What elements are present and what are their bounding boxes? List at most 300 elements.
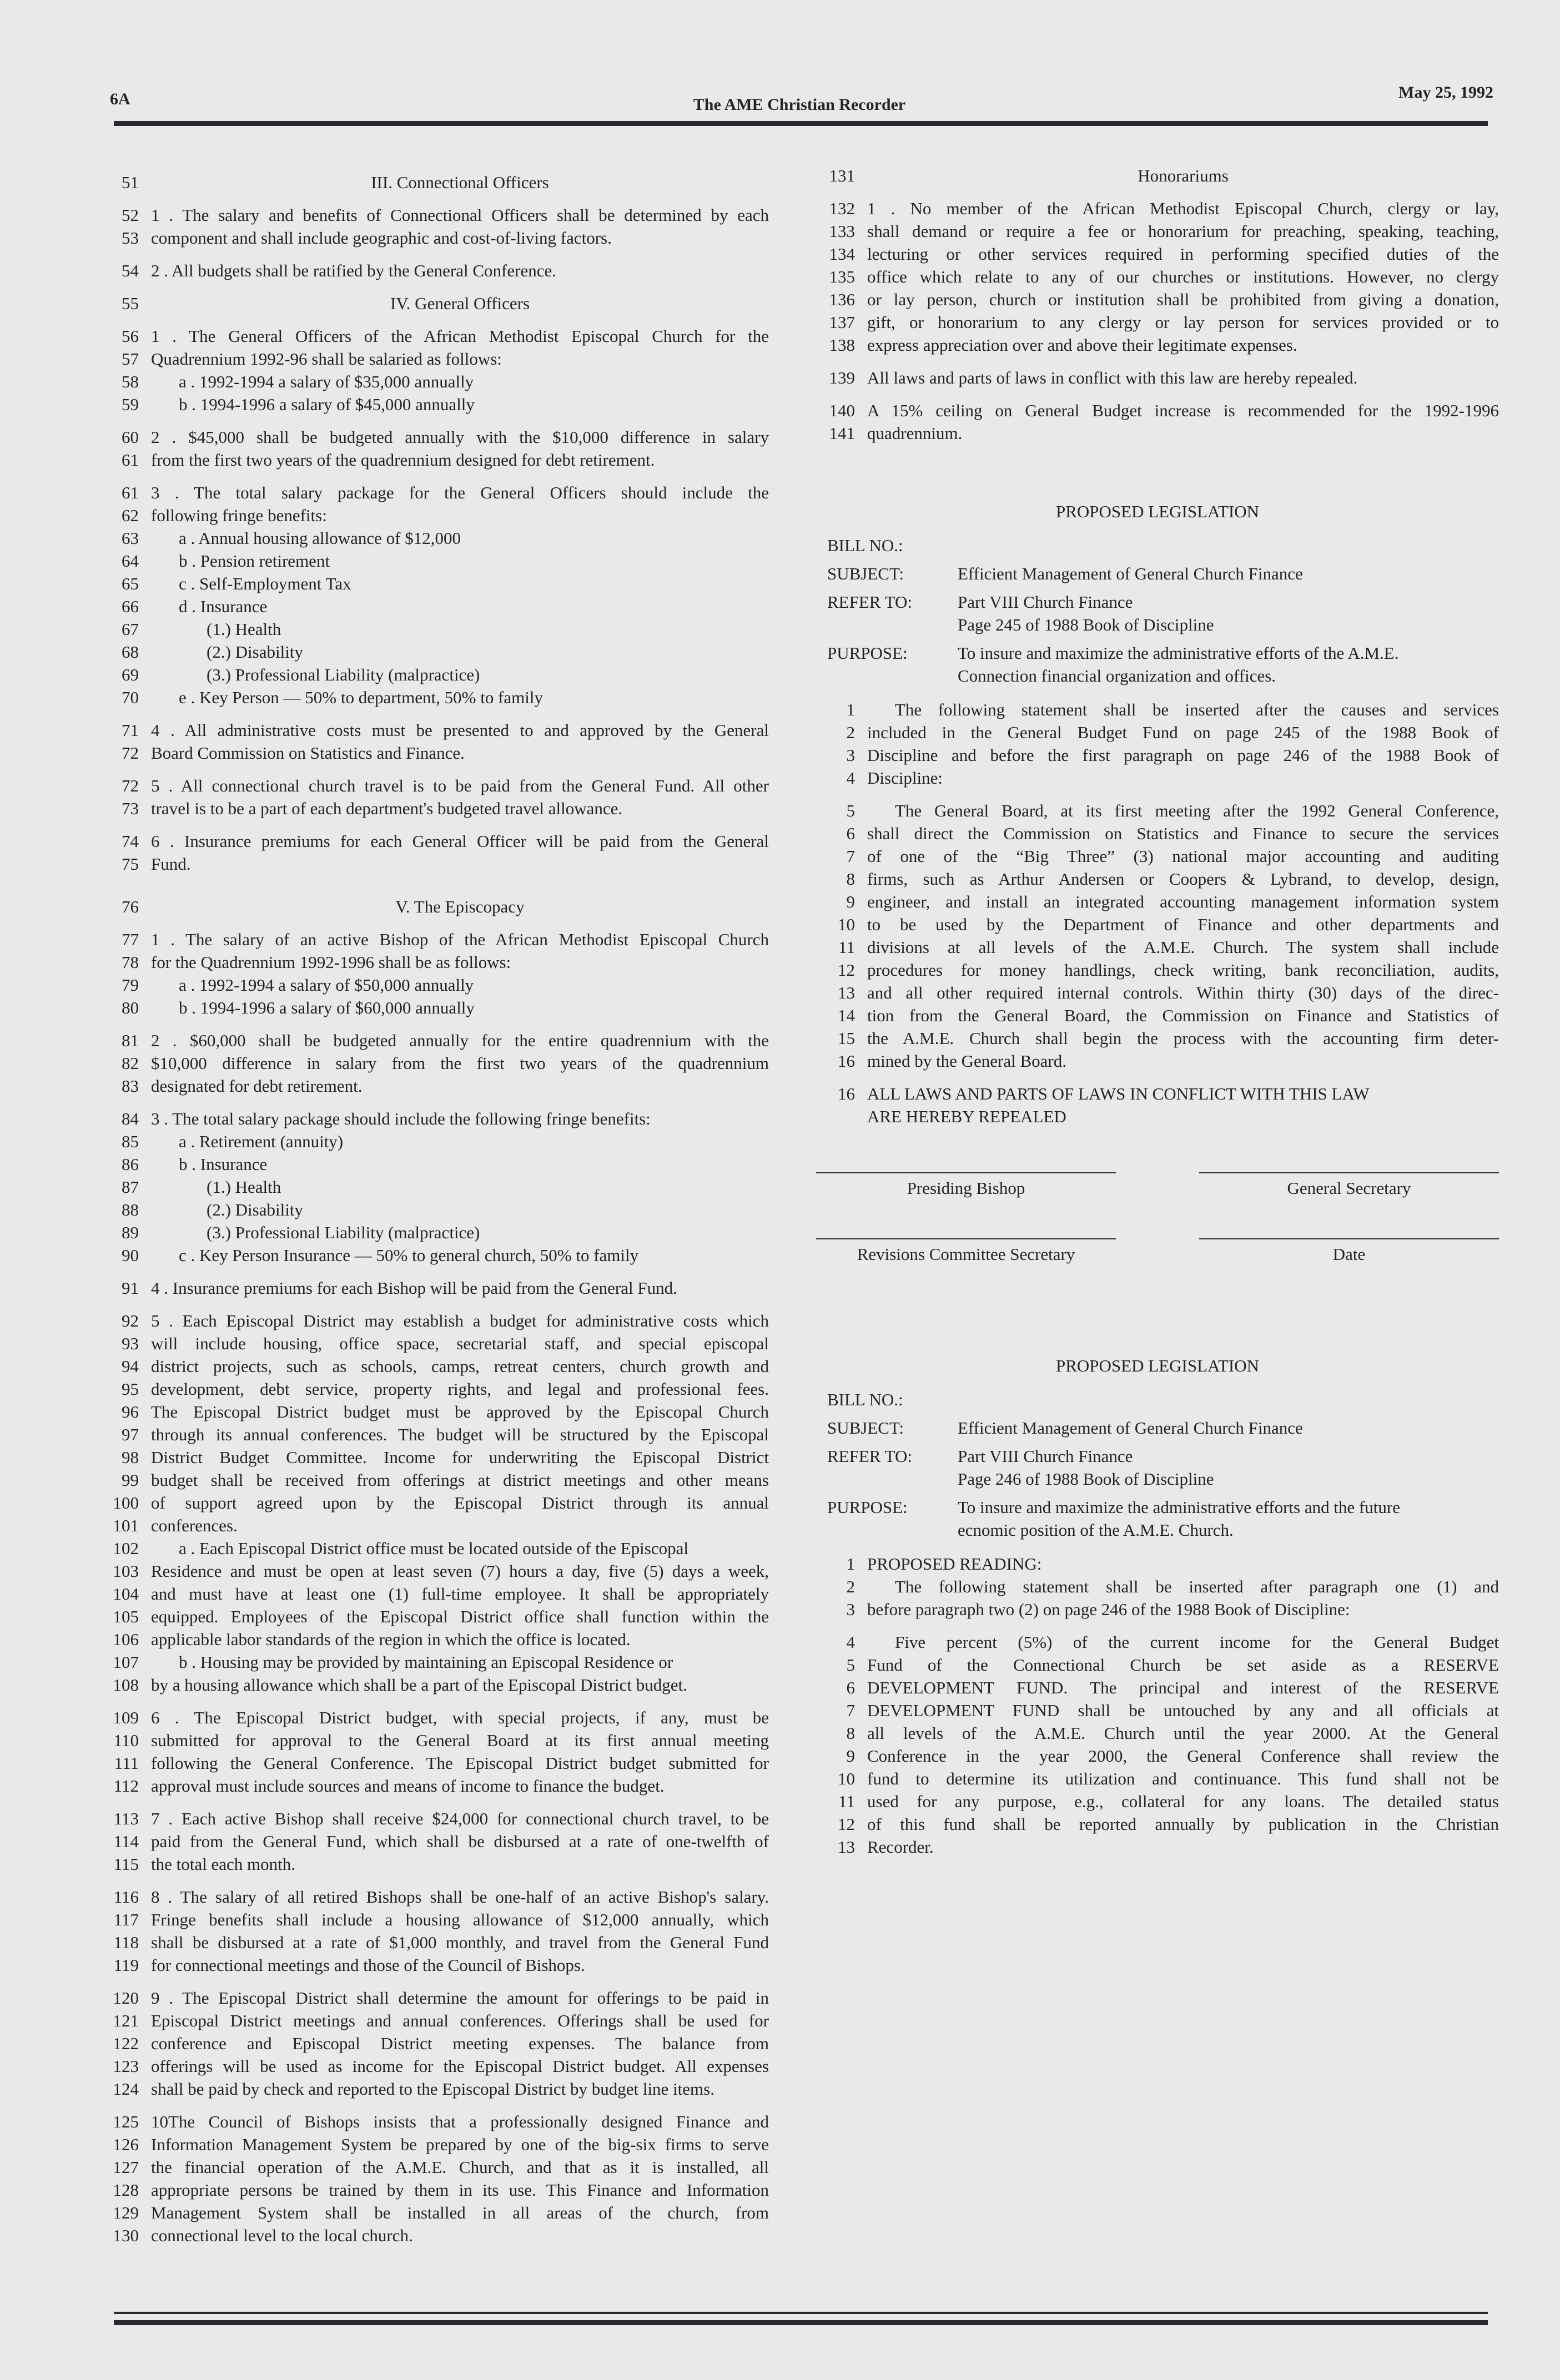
line-number: 129 (113, 2203, 139, 2222)
text-line (816, 422, 1499, 445)
line-number: 137 (829, 312, 855, 332)
line-text: 7 . Each active Bishop shall receive $24,000 for connectional church travel, to be (151, 1809, 769, 1828)
spacer (100, 1019, 769, 1029)
spacer (100, 820, 769, 830)
text-line (100, 1176, 769, 1198)
line-number: 14 (838, 1006, 855, 1025)
signature-row (816, 1238, 1499, 1265)
text-line (100, 774, 769, 797)
line-number: 101 (113, 1516, 139, 1535)
line-number: 136 (829, 290, 855, 309)
line-number: 10 (838, 1769, 855, 1788)
line-text: Board Commission on Statistics and Finance. (151, 743, 465, 763)
text-line (100, 1198, 769, 1221)
text-line (100, 1400, 769, 1423)
text-line (100, 1729, 769, 1752)
spacer (100, 315, 769, 325)
line-text: from the first two years of the quadrennium designed for debt retirement. (151, 450, 655, 470)
line-number: 80 (122, 998, 139, 1017)
line-text: 10The Council of Bishops insists that a professionally designed Finance and (151, 2112, 769, 2131)
line-number: 16 (838, 1084, 855, 1103)
line-number: 127 (113, 2157, 139, 2177)
text-line (816, 890, 1499, 913)
line-number: 13 (838, 983, 855, 1002)
text-line (816, 197, 1499, 220)
spacer (816, 356, 1499, 366)
line-text: equipped. Employees of the Episcopal District office shall function within the (151, 1607, 769, 1626)
meta-value (958, 591, 1499, 636)
text-line (816, 164, 1499, 187)
line-number: 94 (122, 1357, 139, 1376)
meta-row (827, 591, 1499, 636)
text-line (816, 744, 1499, 767)
text-line (816, 1699, 1499, 1722)
line-number: 96 (122, 1402, 139, 1421)
text-line (816, 265, 1499, 288)
line-text: connectional level to the local church. (151, 2226, 413, 2245)
line-text: a . Retirement (annuity) (179, 1132, 344, 1151)
text-line (816, 1767, 1499, 1790)
line-number: 67 (122, 619, 139, 639)
signature-row (816, 1172, 1499, 1199)
line-number: 73 (122, 799, 139, 818)
text-line (816, 1027, 1499, 1050)
spacer (816, 1621, 1499, 1631)
line-number: 3 (846, 1600, 855, 1619)
line-text: b . 1994-1996 a salary of $45,000 annually (179, 395, 475, 414)
line-text: ARE HEREBY REPEALED (867, 1107, 1066, 1126)
footer-rule-top (114, 2312, 1488, 2314)
line-text: and must have at least one (1) full-time employee. It shall be appropriately (151, 1584, 769, 1604)
line-text: 3 . The total salary package should include the following fringe benefits: (151, 1109, 651, 1128)
line-number: 79 (122, 975, 139, 995)
line-text: (2.) Disability (207, 642, 303, 662)
meta-key: SUBJECT: (827, 564, 904, 583)
line-number: 16 (838, 1051, 855, 1071)
spacer (100, 764, 769, 774)
meta-value (958, 642, 1499, 687)
line-number: 139 (829, 368, 855, 387)
text-line (816, 721, 1499, 744)
meta-value-line: Part VIII Church Finance (958, 592, 1133, 612)
line-number: 8 (846, 1723, 855, 1743)
line-text: a . Annual housing allowance of $12,000 (179, 528, 461, 548)
line-text: conference and Episcopal District meeting expenses. The balance from (151, 2034, 769, 2053)
right-column (816, 164, 1499, 1858)
line-text: included in the General Budget Fund on page 245 of the 1988 Book of (867, 723, 1499, 742)
line-text: (2.) Disability (207, 1200, 303, 1219)
line-number: 87 (122, 1177, 139, 1197)
text-line (100, 1774, 769, 1797)
line-text: (3.) Professional Liability (malpractice) (207, 1223, 480, 1242)
line-number: 9 (846, 1746, 855, 1766)
line-number: 9 (846, 892, 855, 911)
line-number: 8 (846, 869, 855, 889)
line-text: 2 . All budgets shall be ratified by the General Conference. (151, 261, 556, 280)
line-text: tion from the General Board, the Commission on Finance and Statistics of (867, 1006, 1499, 1025)
text-line (100, 448, 769, 471)
line-number: 108 (113, 1675, 139, 1695)
line-text: shall be disbursed at a rate of $1,000 monthly, and travel from the General Fund (151, 1933, 769, 1952)
meta-value-line: Part VIII Church Finance (958, 1446, 1133, 1466)
text-line (100, 1052, 769, 1075)
line-text: PROPOSED READING: (867, 1554, 1042, 1574)
meta-value-line: Connection financial organization and offices. (958, 666, 1276, 685)
line-text: The following statement shall be inserted after paragraph one (1) and (895, 1577, 1499, 1596)
line-number: 113 (113, 1809, 139, 1828)
line-text: 6 . Insurance premiums for each General Officer will be paid from the General (151, 831, 769, 851)
spacer (100, 194, 769, 204)
line-text: ALL LAWS AND PARTS OF LAWS IN CONFLICT WITH THIS LAW (867, 1084, 1370, 1103)
text-line (100, 1954, 769, 1976)
meta-value (958, 562, 1499, 585)
line-number: 105 (113, 1607, 139, 1626)
line-text: b . 1994-1996 a salary of $60,000 annually (179, 998, 475, 1017)
line-number: 95 (122, 1379, 139, 1399)
line-text: a . 1992-1994 a salary of $35,000 annually (179, 372, 474, 391)
line-text: 5 . All connectional church travel is to be paid from the General Fund. All other (151, 776, 769, 795)
line-number: 130 (113, 2226, 139, 2245)
spacer (100, 416, 769, 426)
spacer (100, 2100, 769, 2110)
line-number: 106 (113, 1630, 139, 1649)
line-number: 61 (122, 483, 139, 502)
text-line (100, 481, 769, 504)
line-text: for the Quadrennium 1992-1996 shall be as follows: (151, 952, 511, 972)
text-line (816, 220, 1499, 243)
line-number: 107 (113, 1652, 139, 1672)
text-line (100, 347, 769, 370)
text-line (100, 1628, 769, 1651)
text-line (100, 1560, 769, 1582)
text-line (816, 311, 1499, 334)
text-line (100, 1885, 769, 1908)
line-text: shall direct the Commission on Statistics and Finance to secure the services (867, 824, 1499, 843)
line-text: engineer, and install an integrated accounting management information system (867, 892, 1499, 911)
line-text: Discipline: (867, 768, 943, 788)
line-number (816, 1105, 855, 1128)
text-line (816, 1575, 1499, 1598)
line-number: 135 (829, 267, 855, 286)
line-number: 66 (122, 597, 139, 616)
text-line (816, 981, 1499, 1004)
meta-value-line: To insure and maximize the administrative efforts of the A.M.E. (958, 643, 1399, 663)
text-line (100, 641, 769, 663)
line-number: 88 (122, 1200, 139, 1219)
line-number: 89 (122, 1223, 139, 1242)
legislation-meta (827, 534, 1499, 687)
line-text: a . Each Episcopal District office must be located outside of the Episcopal (179, 1539, 688, 1558)
meta-row (827, 642, 1499, 687)
line-number: 84 (122, 1109, 139, 1128)
text-line (100, 2110, 769, 2133)
legislation-text (816, 1552, 1499, 1858)
line-number: 78 (122, 952, 139, 972)
line-number: 7 (846, 846, 855, 866)
line-number: 123 (113, 2056, 139, 2076)
text-line (100, 719, 769, 742)
text-line (816, 1004, 1499, 1027)
line-text: Residence and must be open at least seven (7) hours a day, five (5) days a week, (151, 1561, 769, 1581)
text-line (100, 325, 769, 347)
publication-title: The AME Christian Recorder (693, 95, 906, 114)
spacer (100, 918, 769, 928)
line-number: 71 (122, 720, 139, 740)
line-text: 2 . $60,000 shall be budgeted annually for the entire quadrennium with the (151, 1031, 769, 1050)
line-text: applicable labor standards of the region in which the office is located. (151, 1630, 631, 1649)
text-line (100, 2179, 769, 2201)
line-text: e . Key Person — 50% to department, 50% to family (179, 688, 544, 707)
text-line (100, 1605, 769, 1628)
text-line (100, 1908, 769, 1931)
line-text: gift, or honorarium to any clergy or lay person for services provided or to (867, 312, 1499, 332)
line-number: 11 (838, 937, 855, 957)
meta-value-line: Efficient Management of General Church Finance (958, 1418, 1303, 1438)
text-line (100, 1986, 769, 2009)
line-text: (3.) Professional Liability (malpractice) (207, 665, 480, 684)
line-number: 1 (846, 700, 855, 719)
meta-key: SUBJECT: (827, 1418, 904, 1438)
line-text: 8 . The salary of all retired Bishops shall be one-half of an active Bishop's salary. (151, 1887, 769, 1907)
line-text: Discipline and before the first paragraph on page 246 of the 1988 Book of (867, 745, 1499, 765)
line-text: 5 . Each Episcopal District may establish a budget for administrative costs which (151, 1311, 769, 1330)
text-line (100, 2224, 769, 2247)
spacer (100, 282, 769, 292)
line-number: 15 (838, 1028, 855, 1048)
spacer (100, 1976, 769, 1986)
text-line (816, 1653, 1499, 1676)
spacer (100, 471, 769, 481)
text-line (100, 527, 769, 549)
spacer (100, 1875, 769, 1885)
line-number: 2 (846, 723, 855, 742)
line-number: 5 (846, 1655, 855, 1675)
line-text: quadrennium. (867, 423, 963, 443)
text-line (100, 549, 769, 572)
text-line (100, 853, 769, 875)
line-text: Fund. (151, 854, 191, 874)
line-number: 72 (122, 743, 139, 763)
text-line (816, 698, 1499, 721)
line-number: 100 (113, 1493, 139, 1512)
line-text: the total each month. (151, 1854, 295, 1874)
line-number: 125 (113, 2112, 139, 2131)
line-text: procedures for money handlings, check writing, bank reconciliation, audits, (867, 960, 1499, 980)
text-line (100, 1075, 769, 1097)
spacer (100, 1299, 769, 1309)
line-text: to be used by the Department of Finance and other departments and (867, 915, 1499, 934)
line-number: 112 (113, 1776, 139, 1796)
line-number: 122 (113, 2034, 139, 2053)
legislation-heading: PROPOSED LEGISLATION (1056, 1356, 1259, 1375)
line-number: 55 (122, 294, 139, 313)
text-line (100, 1029, 769, 1052)
line-number: 111 (114, 1753, 139, 1773)
spacer (100, 1797, 769, 1807)
line-text: The following statement shall be inserted after the causes and services (895, 700, 1499, 719)
footer-rule-bottom (114, 2320, 1488, 2325)
line-number: 138 (829, 335, 855, 355)
line-number: 85 (122, 1132, 139, 1151)
signature-line: Revisions Committee Secretary (816, 1238, 1116, 1265)
line-text: IV. General Officers (390, 294, 530, 313)
line-number: 6 (846, 824, 855, 843)
meta-value (958, 1496, 1499, 1541)
text-line (100, 2009, 769, 2032)
line-text: designated for debt retirement. (151, 1076, 363, 1096)
line-number: 63 (122, 528, 139, 548)
line-text: through its annual conferences. The budget will be structured by the Episcopal (151, 1425, 769, 1444)
line-text: following the General Conference. The Episcopal District budget submitted for (151, 1753, 769, 1773)
line-number: 77 (122, 930, 139, 949)
line-number: 131 (829, 166, 855, 185)
text-line (816, 1722, 1499, 1744)
line-number: 114 (113, 1832, 139, 1851)
text-line (816, 868, 1499, 890)
text-line (100, 1537, 769, 1560)
text-line (816, 936, 1499, 959)
meta-key: BILL NO.: (827, 1390, 903, 1409)
line-text: by a housing allowance which shall be a part of the Episcopal District budget. (151, 1675, 687, 1695)
line-number: 82 (122, 1053, 139, 1073)
line-number: 53 (122, 228, 139, 248)
text-line (100, 797, 769, 820)
left-column (100, 171, 769, 2247)
line-text: before paragraph two (2) on page 246 of the 1988 Book of Discipline: (867, 1600, 1350, 1619)
line-text: express appreciation over and above their legitimate expenses. (867, 335, 1297, 355)
text-line (816, 243, 1499, 265)
text-line (100, 996, 769, 1019)
text-line (100, 928, 769, 951)
text-line (100, 1332, 769, 1355)
text-line (100, 1491, 769, 1514)
line-number: 12 (838, 960, 855, 980)
line-text: c . Key Person Insurance — 50% to general church, 50% to family (179, 1246, 639, 1265)
line-text: of this fund shall be reported annually by publication in the Christian (867, 1814, 1499, 1834)
line-number: 65 (122, 574, 139, 593)
line-number: 4 (846, 1632, 855, 1652)
text-line (100, 663, 769, 686)
text-line (100, 1130, 769, 1153)
line-text: 4 . All administrative costs must be presented to and approved by the General (151, 720, 769, 740)
spacer (816, 789, 1499, 799)
text-line (100, 1706, 769, 1729)
line-text: 1 . The salary and benefits of Connectional Officers shall be determined by each (151, 205, 769, 225)
line-number: 116 (113, 1887, 139, 1907)
meta-row (827, 1445, 1499, 1490)
text-line (100, 974, 769, 996)
line-text: paid from the General Fund, which shall be disbursed at a rate of one-twelfth of (151, 1832, 769, 1851)
meta-value-line: Page 245 of 1988 Book of Discipline (958, 615, 1214, 634)
text-line (816, 1552, 1499, 1575)
line-number: 99 (122, 1470, 139, 1490)
line-text: 1 . The General Officers of the African Methodist Episcopal Church for the (151, 326, 769, 346)
line-number: 72 (122, 776, 139, 795)
text-line (100, 1378, 769, 1400)
line-text: Fringe benefits shall include a housing allowance of $12,000 annually, which (151, 1910, 769, 1929)
line-text: (1.) Health (207, 619, 281, 639)
line-number: 75 (122, 854, 139, 874)
text-line (816, 1631, 1499, 1653)
text-line (816, 334, 1499, 356)
text-line (100, 2133, 769, 2156)
text-line (100, 1582, 769, 1605)
text-line (100, 2032, 769, 2055)
meta-value-line: Efficient Management of General Church Finance (958, 564, 1303, 583)
spacer (100, 875, 769, 885)
text-line (100, 1673, 769, 1696)
text-line (100, 1309, 769, 1332)
text-line (100, 951, 769, 974)
line-text: Information Management System be prepared by one of the big-six firms to serve (151, 2135, 769, 2154)
text-line (100, 1807, 769, 1830)
text-line (816, 288, 1499, 311)
meta-value-line: To insure and maximize the administrative efforts and the future (958, 1497, 1400, 1517)
line-number: 52 (122, 205, 139, 225)
header-rule (114, 121, 1488, 126)
line-text: 2 . $45,000 shall be budgeted annually with the $10,000 difference in salary (151, 427, 769, 447)
line-text: component and shall include geographic and cost-of-living factors. (151, 228, 612, 248)
text-line (816, 366, 1499, 389)
signature-line: General Secretary (1199, 1172, 1499, 1199)
line-text: a . 1992-1994 a salary of $50,000 annually (179, 975, 474, 995)
text-line (100, 292, 769, 315)
line-text: $10,000 difference in salary from the first two years of the quadrennium (151, 1053, 769, 1073)
meta-value-line: ecnomic position of the A.M.E. Church. (958, 1520, 1234, 1540)
text-line (816, 1790, 1499, 1813)
spacer (816, 1072, 1499, 1082)
line-number: 13 (838, 1837, 855, 1857)
line-number: 59 (122, 395, 139, 414)
line-number: 7 (846, 1701, 855, 1720)
line-number: 132 (829, 199, 855, 218)
text-line (100, 1853, 769, 1875)
line-number: 133 (829, 221, 855, 241)
text-line (100, 393, 769, 416)
text-line (100, 504, 769, 527)
text-line (100, 1446, 769, 1469)
meta-row (827, 1416, 1499, 1439)
text-line (100, 830, 769, 853)
line-number: 1 (846, 1554, 855, 1574)
signature-line: Presiding Bishop (816, 1172, 1116, 1199)
line-text: district projects, such as schools, camps, retreat centers, church growth and (151, 1357, 769, 1376)
meta-value-line: Page 246 of 1988 Book of Discipline (958, 1469, 1214, 1489)
line-text: fund to determine its utilization and continuance. This fund shall not be (867, 1769, 1499, 1788)
line-number: 12 (838, 1814, 855, 1834)
meta-row (827, 562, 1499, 585)
proposed-legislation-1 (816, 500, 1499, 1265)
line-number: 119 (113, 1955, 139, 1975)
meta-row (827, 534, 1499, 557)
line-number: 70 (122, 688, 139, 707)
line-text: The Episcopal District budget must be approved by the Episcopal Church (151, 1402, 769, 1421)
text-line (100, 1931, 769, 1954)
line-text: Quadrennium 1992-96 shall be salaried as follows: (151, 349, 502, 369)
line-text: and all other required internal controls. Within thirty (30) days of the direc- (867, 983, 1499, 1002)
text-line (100, 1107, 769, 1130)
line-number: 57 (122, 349, 139, 369)
line-text: All laws and parts of laws in conflict with this law are hereby repealed. (867, 368, 1358, 387)
line-number: 93 (122, 1334, 139, 1353)
line-number: 91 (122, 1278, 139, 1298)
line-text: the A.M.E. Church shall begin the process with the accounting firm deter- (867, 1028, 1499, 1048)
line-number: 62 (122, 506, 139, 525)
text-line (100, 1221, 769, 1244)
spacer (816, 187, 1499, 197)
line-text: III. Connectional Officers (371, 173, 549, 192)
line-text: DEVELOPMENT FUND. The principal and interest of the RESERVE (867, 1678, 1499, 1697)
